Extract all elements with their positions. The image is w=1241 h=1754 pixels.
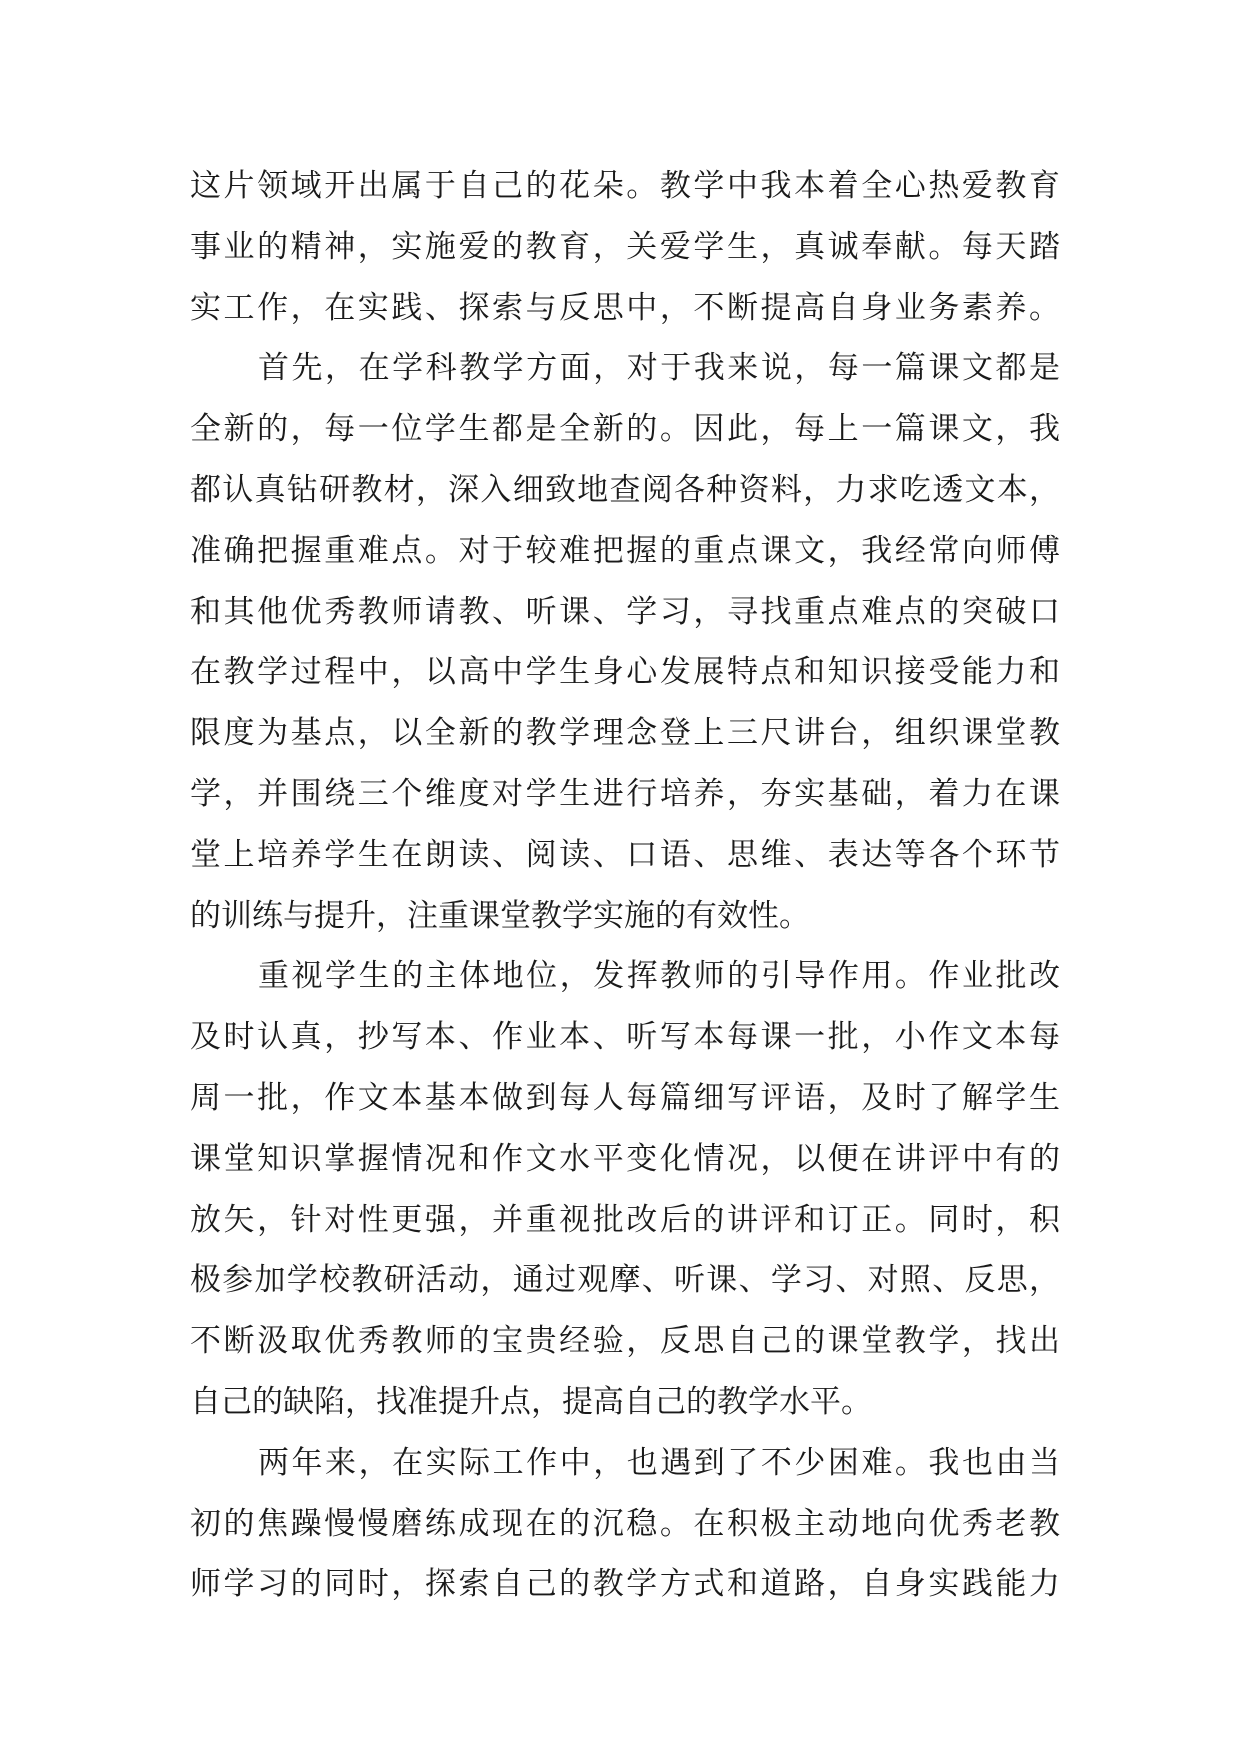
text-line: 事业的精神，实施爱的教育，关爱学生，真诚奉献。每天踏 xyxy=(190,228,1060,265)
text-line: 初的焦躁慢慢磨练成现在的沉稳。在积极主动地向优秀老教 xyxy=(190,1505,1060,1542)
text-line: 及时认真，抄写本、作业本、听写本每课一批，小作文本每 xyxy=(190,1019,1060,1056)
text-line: 实工作，在实践、探索与反思中，不断提高自身业务素养。 xyxy=(190,289,1060,326)
text-line: 都认真钻研教材，深入细致地查阅各种资料，力求吃透文本， xyxy=(190,471,1060,508)
text-line: 两年来，在实际工作中，也遇到了不少困难。我也由当 xyxy=(258,1444,1060,1481)
text-line: 准确把握重难点。对于较难把握的重点课文，我经常向师傅 xyxy=(190,532,1060,569)
body-text xyxy=(190,156,1060,1615)
text-line: 不断汲取优秀教师的宝贵经验，反思自己的课堂教学，找出 xyxy=(190,1323,1060,1360)
text-line: 学，并围绕三个维度对学生进行培养，夯实基础，着力在课 xyxy=(190,775,1060,812)
text-line: 首先，在学科教学方面，对于我来说，每一篇课文都是 xyxy=(258,350,1060,387)
text-line: 极参加学校教研活动，通过观摩、听课、学习、对照、反思， xyxy=(190,1262,1060,1299)
text-line: 的训练与提升，注重课堂教学实施的有效性。 xyxy=(190,897,810,934)
text-line: 限度为基点，以全新的教学理念登上三尺讲台，组织课堂教 xyxy=(190,715,1060,752)
text-line: 课堂知识掌握情况和作文水平变化情况，以便在讲评中有的 xyxy=(190,1140,1060,1177)
text-line: 堂上培养学生在朗读、阅读、口语、思维、表达等各个环节 xyxy=(190,836,1060,873)
text-line: 全新的，每一位学生都是全新的。因此，每上一篇课文，我 xyxy=(190,411,1060,448)
text-line: 这片领域开出属于自己的花朵。教学中我本着全心热爱教育 xyxy=(190,168,1060,204)
text-line: 师学习的同时，探索自己的教学方式和道路，自身实践能力 xyxy=(190,1566,1060,1603)
text-line: 自己的缺陷，找准提升点，提高自己的教学水平。 xyxy=(190,1383,872,1420)
text-line: 重视学生的主体地位，发挥教师的引导作用。作业批改 xyxy=(258,958,1060,995)
text-line: 放矢，针对性更强，并重视批改后的讲评和订正。同时，积 xyxy=(190,1201,1060,1238)
text-line: 周一批，作文本基本做到每人每篇细写评语，及时了解学生 xyxy=(190,1079,1060,1116)
text-line: 在教学过程中，以高中学生身心发展特点和知识接受能力和 xyxy=(190,654,1060,691)
text-line: 和其他优秀教师请教、听课、学习，寻找重点难点的突破口 xyxy=(190,593,1060,630)
